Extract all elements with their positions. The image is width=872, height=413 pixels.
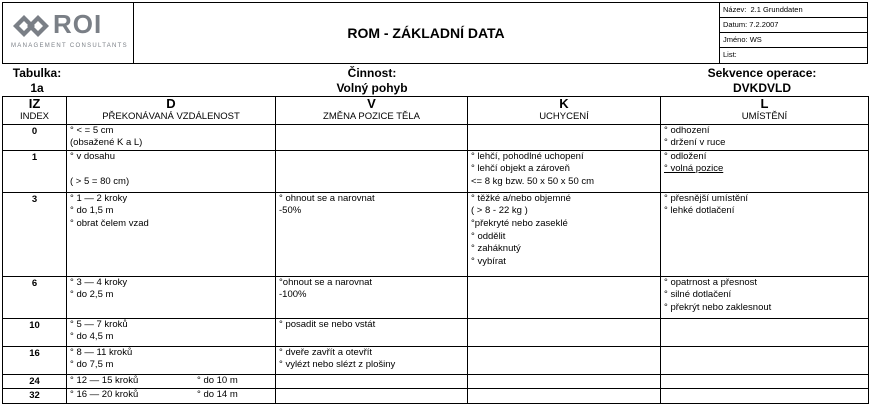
logo-text: ROI bbox=[53, 9, 103, 39]
cell-line bbox=[70, 163, 272, 176]
logo-area bbox=[3, 3, 134, 63]
sheet-header bbox=[2, 2, 868, 64]
col-name: INDEX bbox=[3, 111, 67, 124]
subheader bbox=[2, 64, 868, 96]
cell-line: ° do 2,5 m bbox=[70, 289, 114, 301]
cell-line: ° 1 — 2 kroky bbox=[70, 192, 128, 204]
cinnost: Činnost: Volný pohyb bbox=[336, 66, 408, 95]
cell-grip bbox=[468, 192, 661, 276]
cell-line: ( > 5 = 80 cm) bbox=[70, 175, 130, 187]
cell-line: ° do 1,5 m bbox=[70, 205, 114, 217]
cell-distance bbox=[67, 124, 276, 150]
cell-placement bbox=[661, 192, 869, 276]
col-name: ZMĚNA POZICE TĚLA bbox=[276, 111, 468, 124]
page-title: ROM - ZÁKLADNÍ DATA bbox=[347, 25, 505, 41]
row-index: 1 bbox=[3, 150, 67, 192]
cell-line: ° volná pozice bbox=[664, 163, 724, 175]
cell-distance bbox=[67, 389, 276, 404]
cell-line: °ohnout se a narovnat bbox=[279, 276, 373, 288]
table-row bbox=[3, 374, 869, 389]
cell-line: ° 5 — 7 kroků bbox=[70, 318, 128, 330]
rom-table bbox=[2, 96, 869, 404]
cell-placement bbox=[661, 150, 869, 192]
cell-line: ° přesnější umístění bbox=[664, 192, 749, 204]
col-code: D bbox=[67, 97, 276, 112]
cell-placement bbox=[661, 389, 869, 404]
cell-line: (obsažené K a L) bbox=[70, 137, 143, 149]
cell-line: ° lehčí objekt a zároveň bbox=[471, 163, 570, 175]
table-row bbox=[3, 124, 869, 150]
tabulka: Tabulka: 1a bbox=[12, 66, 62, 95]
meta-author: Jméno: WS bbox=[720, 33, 868, 48]
rom-sheet bbox=[2, 2, 868, 411]
cell-line: ° posadit se nebo vstát bbox=[279, 318, 376, 330]
sekvence-operace: Sekvence operace: DVKDVLD bbox=[707, 66, 817, 95]
cell-line: ° dveře zavřít a otevřít bbox=[279, 346, 373, 358]
table-row bbox=[3, 150, 869, 192]
meta-sheet: List: bbox=[723, 50, 737, 59]
cell-body-change bbox=[276, 276, 468, 318]
cell-distance bbox=[67, 150, 276, 192]
meta-name: Název: 2.1 Grunddaten bbox=[720, 3, 868, 18]
col-name: UMÍSTĚNÍ bbox=[661, 111, 869, 124]
cell-line: ° obrat čelem vzad bbox=[70, 217, 149, 229]
cell-line: <= 8 kg bzw. 50 x 50 x 50 cm bbox=[471, 175, 595, 187]
cell-placement bbox=[661, 374, 869, 389]
cell-line: ° odhození bbox=[664, 124, 710, 136]
cell-line: ° do 14 m bbox=[197, 389, 238, 401]
cell-distance bbox=[67, 318, 276, 346]
cell-distance bbox=[67, 346, 276, 374]
cell-placement bbox=[661, 318, 869, 346]
cell-body-change bbox=[276, 346, 468, 374]
cell-line: ° ohnout se a narovnat bbox=[279, 192, 375, 204]
cell-grip bbox=[468, 276, 661, 318]
cell-grip bbox=[468, 150, 661, 192]
cell-body-change bbox=[276, 374, 468, 389]
cell-body-change bbox=[276, 124, 468, 150]
cell-line: -100% bbox=[279, 289, 307, 301]
col-name: UCHYCENÍ bbox=[468, 111, 661, 124]
cell-placement bbox=[661, 276, 869, 318]
col-code: L bbox=[661, 97, 869, 112]
cell-line: ° lehčí, pohodlné uchopení bbox=[471, 150, 584, 162]
cell-line: ( > 8 - 22 kg ) bbox=[471, 205, 528, 217]
table-row bbox=[3, 318, 869, 346]
col-code: IZ bbox=[3, 97, 67, 112]
col-code: V bbox=[276, 97, 468, 112]
col-name: PŘEKONÁVANÁ VZDÁLENOST bbox=[67, 111, 276, 124]
meta-date: Datum: 7.2.2007 bbox=[720, 18, 868, 33]
cell-line: ° 8 — 11 kroků bbox=[70, 346, 133, 358]
roi-logo-icon bbox=[11, 13, 51, 39]
cell-line: ° do 4,5 m bbox=[70, 331, 114, 343]
cell-line: ° 3 — 4 kroky bbox=[70, 276, 128, 288]
cell-grip bbox=[468, 374, 661, 389]
cell-placement bbox=[661, 346, 869, 374]
column-codes bbox=[3, 97, 869, 112]
meta-box bbox=[719, 3, 868, 63]
logo-subtitle: MANAGEMENT CONSULTANTS bbox=[11, 43, 128, 49]
cell-line: ° překrýt nebo zaklesnout bbox=[664, 301, 772, 313]
cell-line: ° < = 5 cm bbox=[70, 124, 114, 136]
cell-placement bbox=[661, 124, 869, 150]
cell-body-change bbox=[276, 318, 468, 346]
row-index: 32 bbox=[3, 389, 67, 404]
cell-line: ° držení v ruce bbox=[664, 137, 726, 149]
cell-line: ° 16 — 20 kroků bbox=[70, 389, 139, 401]
row-index: 0 bbox=[3, 124, 67, 150]
cell-line: ° do 7,5 m bbox=[70, 359, 114, 371]
cell-line: ° lehké dotlačení bbox=[664, 205, 735, 217]
cell-line: ° v dosahu bbox=[70, 150, 115, 162]
cell-body-change bbox=[276, 150, 468, 192]
cell-line: ° silné dotlačení bbox=[664, 289, 732, 301]
cell-grip bbox=[468, 318, 661, 346]
cell-line: ° oddělit bbox=[471, 230, 506, 242]
cell-line: ° 12 — 15 kroků bbox=[70, 374, 139, 386]
cell-grip bbox=[468, 346, 661, 374]
row-index: 10 bbox=[3, 318, 67, 346]
row-index: 6 bbox=[3, 276, 67, 318]
cell-line: ° vybírat bbox=[471, 255, 506, 267]
cell-line: °překryté nebo zaseklé bbox=[471, 217, 568, 229]
cell-distance bbox=[67, 374, 276, 389]
cell-line: ° do 10 m bbox=[197, 374, 238, 386]
col-code: K bbox=[468, 97, 661, 112]
cell-line: ° odložení bbox=[664, 150, 707, 162]
row-index: 16 bbox=[3, 346, 67, 374]
cell-grip bbox=[468, 124, 661, 150]
cell-line: -50% bbox=[279, 205, 302, 217]
table-row bbox=[3, 192, 869, 276]
cell-body-change bbox=[276, 192, 468, 276]
cell-grip bbox=[468, 389, 661, 404]
table-row bbox=[3, 276, 869, 318]
cell-line: ° vylézt nebo slézt z plošiny bbox=[279, 359, 396, 371]
cell-distance bbox=[67, 192, 276, 276]
cell-body-change bbox=[276, 389, 468, 404]
cell-distance bbox=[67, 276, 276, 318]
table-body bbox=[3, 124, 869, 403]
table-row bbox=[3, 389, 869, 404]
row-index: 3 bbox=[3, 192, 67, 276]
column-names bbox=[3, 111, 869, 124]
table-row bbox=[3, 346, 869, 374]
cell-line: ° těžké a/nebo objemné bbox=[471, 192, 571, 204]
cell-line: ° opatrnost a přesnost bbox=[664, 276, 758, 288]
cell-line: ° zaháknutý bbox=[471, 243, 521, 255]
row-index: 24 bbox=[3, 374, 67, 389]
